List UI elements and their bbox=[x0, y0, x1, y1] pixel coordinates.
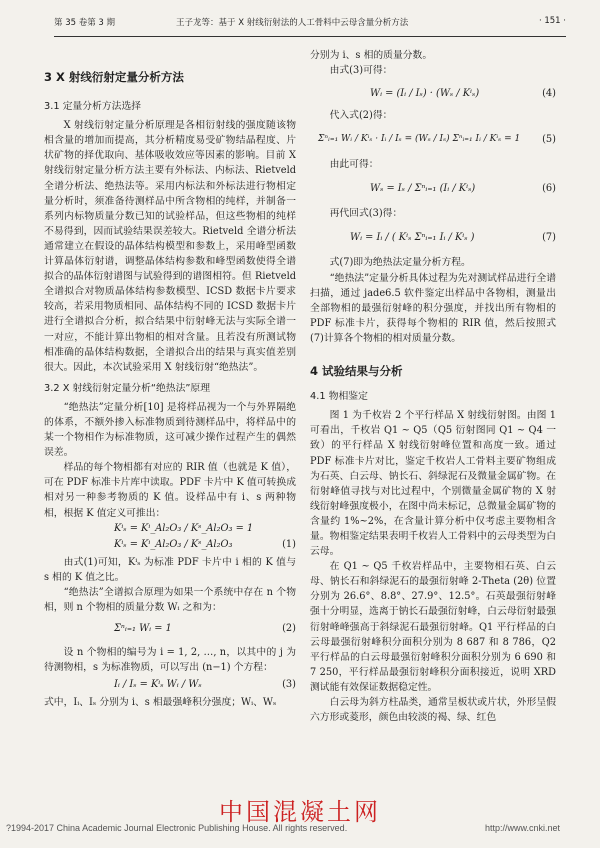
paragraph: 再代回式(3)得： bbox=[329, 208, 403, 220]
paragraph: “绝热法”全谱拟合原理为如果一个系统中存在 n 个物相，则 n 个物相的质量分数 Wᵢ 之和为： bbox=[44, 586, 296, 613]
copyright-notice: ?1994-2017 China Academic Journal Electronic Publishing House. All rights reserved. bbox=[6, 823, 348, 833]
equation-1a: Kⁱₛ = Kⁱ_Al₂O₃ / Kˢ_Al₂O₃ = 1 bbox=[114, 522, 254, 534]
paragraph: 由式(1)可知，Kⁱₛ 为标准 PDF 卡片中 i 相的 K 值与 s 相的 K 值之比。 bbox=[44, 556, 296, 583]
paragraph: 图 1 为千枚岩 2 个平行样品 X 射线衍射图。由图 1 可看出，千枚岩 Q1 ~ Q5（Q5 衍射图同 Q1 ~ Q4 一致）的平行样品 X 射线衍射峰位置和高度一致。通过 PDF 标准卡片对比，鉴定千枚岩人工骨料主要矿物组成为石英、白云母、钠长石、斜绿泥石及微量金属矿物。在衍射峰值寻找与对比过程中，个别微量金属矿物的 X 射线衍射峰强度极小，在图中尚未标记，总微量金属矿物的含量约 1%~2%，在含量计算分析中仅考虑主要物相含量。物相鉴定结果表明千枚岩人工骨料中的云母类型为白云母。 bbox=[310, 410, 556, 558]
paragraph: 设 n 个物相的编号为 i = 1, 2, …, n，以其中的 j 为待测物相，s 为标准物质，可以写出 (n−1) 个方程： bbox=[44, 647, 296, 674]
page-header bbox=[54, 6, 566, 37]
running-title: 王子龙等：基于 X 射线衍射法的人工骨料中云母含量分析方法 bbox=[176, 18, 409, 28]
equation-7: Wᵢ = Iᵢ / ( Kⁱₛ Σⁿᵢ₌₁ Iᵢ / Kⁱₛ ) (7) bbox=[350, 232, 556, 244]
paragraph: 代入式(2)得： bbox=[329, 110, 393, 122]
paragraph: 式(7)即为绝热法定量分析方程。 bbox=[329, 257, 471, 269]
equation-5: Σⁿᵢ₌₁ Wᵢ / Kⁱₛ · Iᵢ / Iₛ = (Wₛ / Iₛ) Σⁿᵢ₌₁ Iᵢ / Kⁱₛ = 1 (5) bbox=[318, 134, 556, 146]
equation-1b: Kⁱₛ = Kⁱ_Al₂O₃ / Kˢ_Al₂O₃ (1) bbox=[114, 538, 296, 550]
section-4-1-title: 4.1 物相鉴定 bbox=[310, 391, 368, 403]
equation-3: Iᵢ / Iₛ = Kⁱₛ Wᵢ / Wₛ (3) bbox=[114, 679, 296, 691]
watermark: 中国混凝土网 bbox=[219, 798, 381, 826]
left-column bbox=[44, 48, 296, 710]
paragraph: 在 Q1 ~ Q5 千枚岩样品中，主要物相石英、白云母、钠长石和斜绿泥石的最强衍射峰 2-Theta (2θ) 位置分别为 26.6°、8.8°、27.9°、12.5°。石英最强衍射峰强十分明显，选离于钠长石最强衍射峰，白云母衍射最强衍射峰峰强高于斜绿泥石最强衍射峰。Q1 平行样品的白云母最强衍射峰积分面积分别为 8 687 和 8 786，Q2 平行样品的白云母最强衍射峰积分面积分别为 6 690 和 7 250，平行样品最强衍射峰积分面积接近，说明 XRD 测试能有效保证数据稳定性。 bbox=[310, 561, 556, 693]
section-3-title: 3 X 射线衍射定量分析方法 bbox=[44, 70, 184, 84]
right-column bbox=[310, 48, 556, 725]
paragraph: 由此可得： bbox=[329, 159, 379, 171]
equation-6: Wₛ = Iₛ / Σⁿᵢ₌₁ (Iᵢ / Kⁱₛ) (6) bbox=[370, 183, 556, 195]
paragraph: “绝热法”定量分析[10] 是将样品视为一个与外界隔绝的体系，不额外掺入标准物质到待测样品中，将样品中的某一个物相作为标准物质，这可减少操作过程产生的偶然误差。 bbox=[44, 401, 296, 459]
section-3-1-title: 3.1 定量分析方法选择 bbox=[44, 101, 142, 113]
paragraph: 由式(3)可得： bbox=[329, 65, 393, 77]
issue-label: 第 35 卷第 3 期 bbox=[54, 18, 116, 28]
section-3-2-title: 3.2 X 射线衍射定量分析“绝热法”原理 bbox=[44, 382, 211, 394]
page-number: · 151 · bbox=[538, 16, 566, 26]
section-4-title: 4 试验结果与分析 bbox=[310, 364, 403, 379]
paragraph: 样品的每个物相都有对应的 RIR 值（也就是 K 值），可在 PDF 标准卡片库中读取。PDF 卡片中 K 值可转换成相对另一种参考物质的 K 值。设样品中有 i、s 两种物相，根据 K 值定义可推出： bbox=[44, 462, 296, 519]
equation-4: Wᵢ = (Iᵢ / Iₛ) · (Wₛ / Kⁱₛ) (4) bbox=[370, 88, 556, 100]
paragraph: 分别为 i、s 相的质量分数。 bbox=[310, 50, 433, 61]
footer-url: http://www.cnki.net bbox=[484, 823, 560, 833]
paragraph: 式中，Iᵢ、Iₛ 分别为 i、s 相最强峰积分强度；Wᵢ、Wₛ bbox=[44, 697, 277, 709]
equation-2: Σⁿᵢ₌₁ Wᵢ = 1 (2) bbox=[114, 623, 296, 634]
paragraph: X 射线衍射定量分析原理是各相衍射线的强度随该物相含量的增加而提高，其分析精度易受矿物结晶程度、片状矿物的择优取向、基体吸收效应等因素的影响。目前 X 射线衍射定量分析方法主要有外标法、内标法、Rietveld 全谱分析法、绝热法等。采用内标法和外标法进行物相定量分析时，须准备待测样品中所含物相的纯样，并制备一系列内标物质量分数已知的试验样品，但这些物相的纯样不易得到，因而试验结果误差较大。Rietveld 全谱分析法通常建立在假设的晶体结构模型和参数上，采用峰型函数计算晶体衍射谱，调整晶体结构参数和峰型函数使得全谱拟合的晶体衍射谱图与试验得到的谱图相符。但 Rietveld 全谱拟合对物质晶体结构参数模型、ICSD 数据卡片要求较高，若采用物质相同、晶体结构不同的 ICSD 数据卡片进行全谱拟合分析，拟合结果中衍射峰无法与实际全谱一一对应，不能计算出物相的相对含量。且若没有所测试物相准确的晶体结构数据，全谱拟合出的结果与真实值差别很大。因此，本次试验采用 X 射线衍射“绝热法”。 bbox=[44, 120, 296, 373]
paragraph: “绝热法”定量分析具体过程为先对测试样品进行全谱扫描，通过 jade6.5 软件鉴定出样品中各物相，测量出全部物相的最强衍射峰的积分强度，并找出所有物相的 PDF 标准卡片，获得每个物相的 RIR 值，然后按照式(7)计算各个物相的相对质量分数。 bbox=[310, 272, 556, 344]
paragraph: 白云母为斜方柱晶类，通常呈板状或片状，外形呈假六方形或菱形，颜色由较淡的褐、绿、红色 bbox=[310, 697, 556, 724]
